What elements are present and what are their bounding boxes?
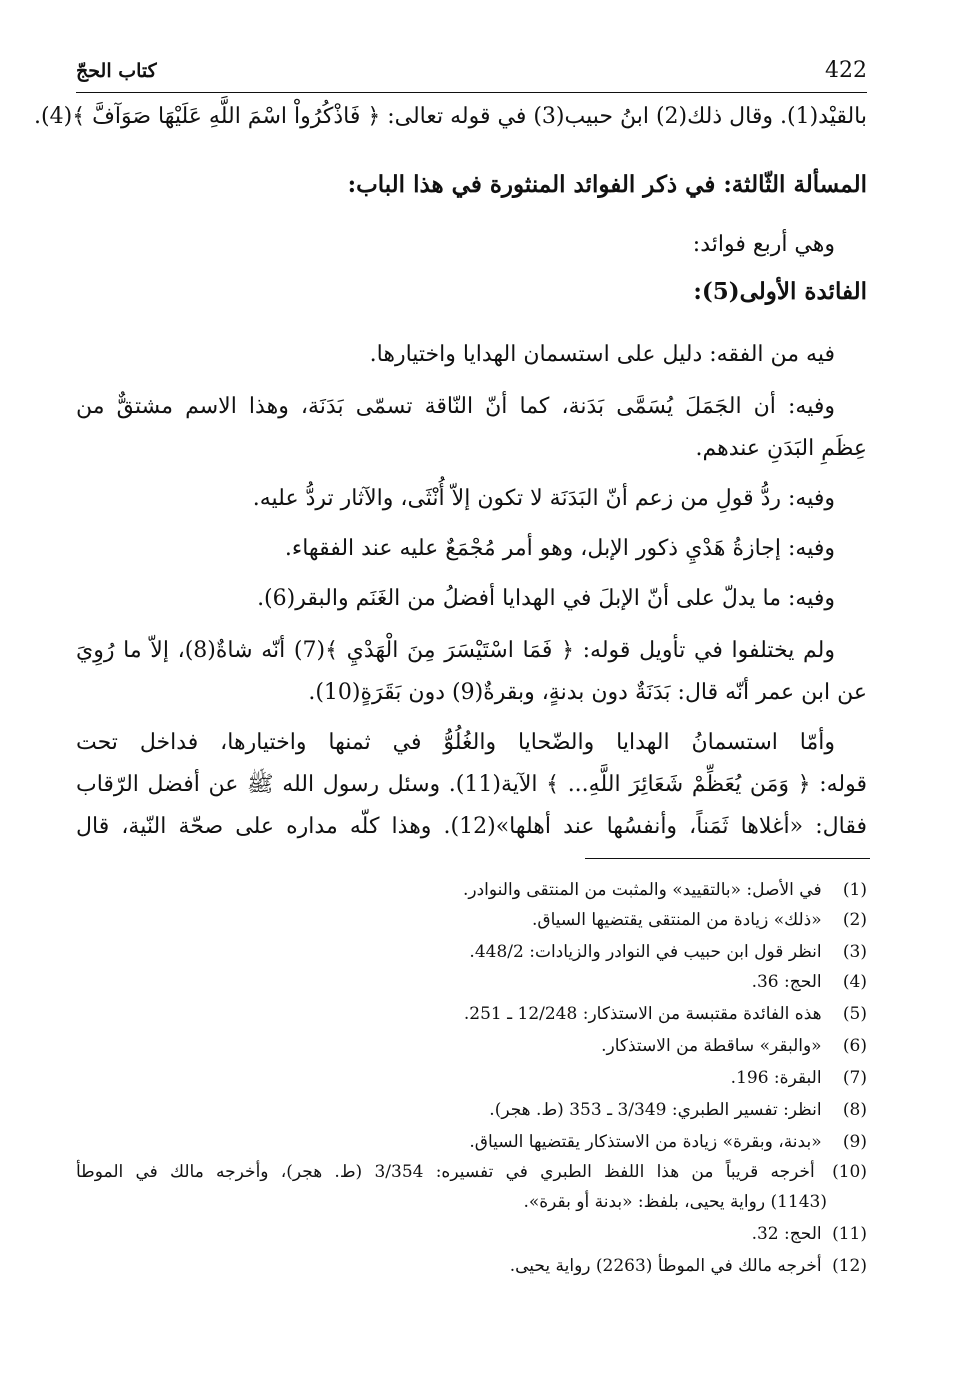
page-number: 422 <box>825 58 867 83</box>
footnote-text: في الأصل: «بالتقييد» والمثبت من المنتقى والنوادر. <box>462 880 822 900</box>
text-line: وفيه: أن الجَمَلَ يُسَمَّى بَدَنة، كما أنّ النّاقة تسمّى بَدَنَة، وهذا الاسم مشتقٌّ من <box>76 394 835 419</box>
footnote-text: الحج: 36. <box>751 972 822 992</box>
subsection-heading: الفائدة الأولى(5): <box>693 278 867 305</box>
footnote <box>76 1158 867 1186</box>
text-line: وهي أربع فوائد: <box>692 232 835 257</box>
text-line: وفيه: ردُّ قولِ من زعم أنّ البَدَنَة لا تكون إلاّ أُنْثَى، والآثار تردُّ عليه. <box>252 486 835 511</box>
footnote <box>464 1000 867 1028</box>
footnote-text: «ذلك» زيادة من المنتقى يقتضيها السياق. <box>531 910 822 930</box>
footnote-number: (4) <box>842 972 867 992</box>
footnote-number: (11) <box>832 1224 867 1244</box>
text-line: عِظَمِ البَدَنِ عندهم. <box>695 436 867 461</box>
text-line: فيه من الفقه: دليل على استسمان الهدايا واختيارها. <box>369 342 835 367</box>
footnote-text: البقرة: 196. <box>730 1068 822 1088</box>
footnote <box>469 938 867 966</box>
footnote-number: (5) <box>842 1004 867 1024</box>
text-line: ولم يختلفوا في تأويل قوله: ﴿ فَمَا اسْتَيْسَرَ مِنَ الْهَدْيِ ﴾(7) أنّه شاةٌ(8)، إلاّ ما رُوِيَ <box>76 638 835 663</box>
text-line: فقال: «أغلاها ثَمَناً، وأنفسُها عند أهلها»(12). وهذا كلّه مداره على صحّة النّية، قال <box>76 814 867 839</box>
text-line: وأمّا استسمانُ الهدايا والضّحايا والغُلُوُّ في ثمنها واختيارها، فداخل تحت <box>76 730 835 755</box>
footnote-number: (7) <box>842 1068 867 1088</box>
footnote <box>463 876 867 904</box>
footnote <box>601 1032 867 1060</box>
footnote-text: أخرجه مالك في الموطأ (2263) رواية يحيى. <box>509 1256 822 1276</box>
footnote-text: «والبقر» ساقطة من الاستذكار. <box>601 1036 822 1056</box>
footnote-number: (6) <box>842 1036 867 1056</box>
footnote-number: (3) <box>842 942 867 962</box>
text-line: وفيه: ما يدلّ على أنّ الإبلَ في الهدايا أفضلُ من الغَنَم والبقر(6). <box>257 586 835 611</box>
footnote-number: (10) <box>832 1162 867 1182</box>
footnote <box>489 1096 867 1124</box>
footnote-number: (9) <box>842 1132 867 1152</box>
text-line: قوله: ﴿ وَمَن يُعَظِّمْ شَعَائِرَ اللَّهِ... ﴾ الآية(11). وسئل رسول الله ﷺ عن أفضل الرّقاب <box>76 772 868 797</box>
footnote <box>510 1252 867 1280</box>
footnote-number: (2) <box>842 910 867 930</box>
footnote-text: هذه الفائدة مقتبسة من الاستذكار: 12/248 ـ 251. <box>463 1004 822 1024</box>
footnote-number: (8) <box>842 1100 867 1120</box>
footnote <box>469 1128 867 1156</box>
footnote-text: أخرجه قريباً من هذا اللفظ الطبري في تفسيره: 3/354 (ط. هجر)، وأخرجه مالك في الموطأ <box>76 1162 815 1182</box>
footnote-divider <box>585 858 870 859</box>
footnote-text: «بدنة، وبقرة» زيادة من الاستذكار يقتضيها السياق. <box>469 1132 822 1152</box>
footnote <box>532 906 867 934</box>
footnote-number: (1) <box>842 880 867 900</box>
page-header <box>76 56 867 93</box>
text-line: بالقيْد(1). وقال ذلك(2) ابنُ حبيب(3) في قوله تعالى: ﴿ فَاذْكُرُواْ اسْمَ اللَّهِ عَلَيْهَا صَوَآفَّ ﴾(4). <box>34 104 867 129</box>
footnote-text: الحج: 32. <box>751 1224 822 1244</box>
running-head: كتاب الحجّ <box>76 60 157 82</box>
footnote-number: (12) <box>832 1256 867 1276</box>
footnote <box>752 968 867 996</box>
text-line: وفيه: إجازةُ هَدْيِ ذكور الإبل، وهو أمر مُجْمَعٌ عليه عند الفقهاء. <box>284 536 835 561</box>
footnote-text: انظر قول ابن حبيب في النوادر والزيادات: 448/2. <box>469 942 822 962</box>
footnote-text: انظر: تفسير الطبري: 3/349 ـ 353 (ط. هجر). <box>489 1100 822 1120</box>
footnote <box>752 1220 867 1248</box>
text-line: عن ابن عمر أنّه قال: بَدَنَةٌ دون بدنةٍ، وبقرةٌ(9) دون بَقَرَةٍ(10). <box>308 680 867 705</box>
footnote <box>731 1064 867 1092</box>
footnote-continuation: (1143) رواية يحيى، بلفظ: «بدنة أو بقرة». <box>523 1192 827 1212</box>
section-heading: المسألة الثّالثة: في ذكر الفوائد المنثورة في هذا الباب: <box>347 171 867 198</box>
